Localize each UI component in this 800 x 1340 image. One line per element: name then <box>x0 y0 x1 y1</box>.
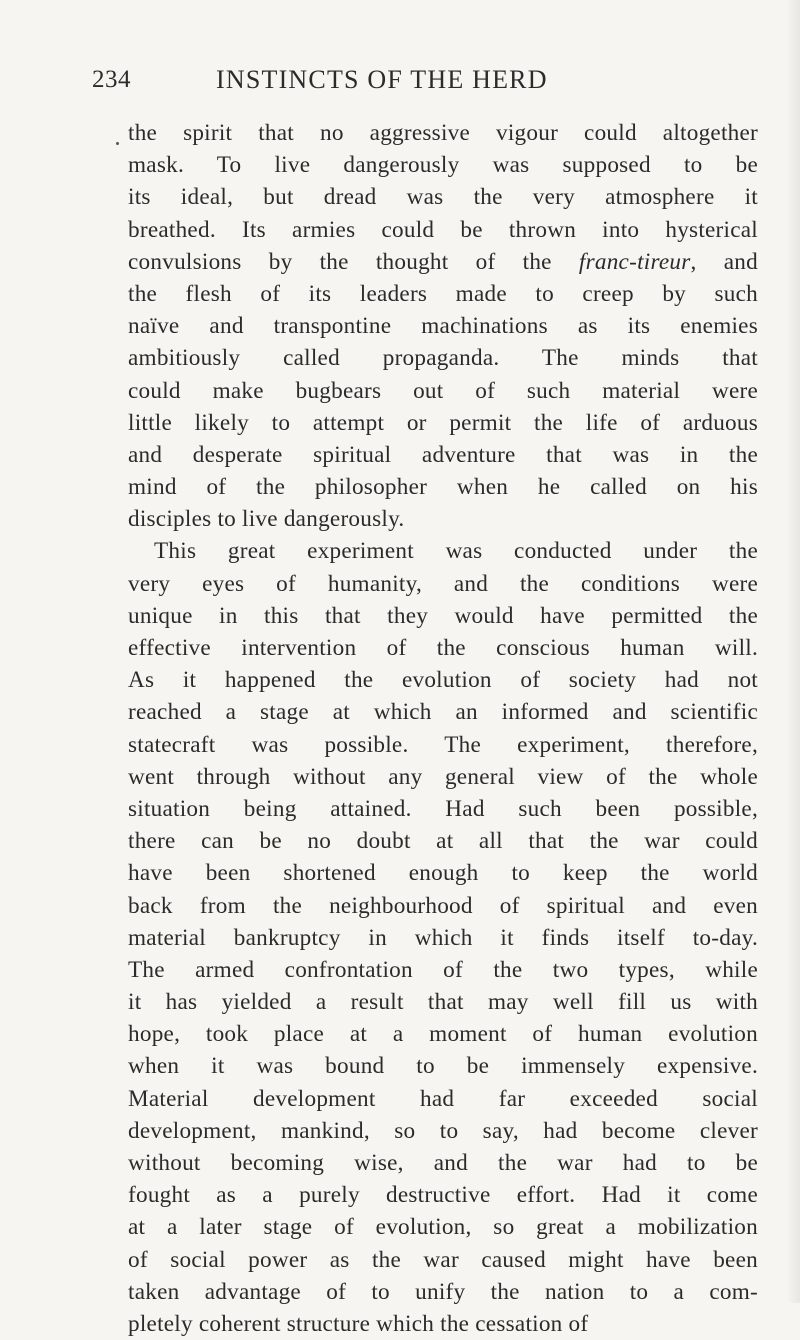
text-line: reached a stage at which an informed and scientific <box>128 699 758 726</box>
text-line: back from the neighbourhood of spiritual and even <box>128 892 758 919</box>
text-line: little likely to attempt or permit the life of arduous <box>128 409 758 436</box>
text-line: without becoming wise, and the war had to be <box>128 1150 758 1176</box>
text-line: unique in this that they would have permitted the <box>128 602 758 629</box>
text-line: fought as a purely destructive effort. Had it come <box>128 1182 758 1209</box>
text-line: at a later stage of evolution, so great a mobilization <box>128 1214 758 1241</box>
text-line: of social power as the war caused might have been <box>128 1246 758 1273</box>
text-line: breathed. Its armies could be thrown into hysterical <box>128 216 758 243</box>
text-line: situation being attained. Had such been possible, <box>128 795 758 822</box>
text-line: pletely coherent structure which the cessation of <box>128 1310 589 1337</box>
text-line: Material development had far exceeded social <box>128 1085 758 1112</box>
text-line: when it was bound to be immensely expensive. <box>128 1053 758 1080</box>
text-line: went through without any general view of the whole <box>128 763 758 790</box>
text-line: hope, took place at a moment of human evolution <box>128 1021 758 1048</box>
text-line: The armed confrontation of the two types, while <box>128 956 758 983</box>
text-line: effective intervention of the conscious human will. <box>128 635 758 661</box>
text-line: disciples to live dangerously. <box>128 506 405 533</box>
text-line: mask. To live dangerously was supposed to be <box>128 152 758 179</box>
body-text <box>128 117 758 1340</box>
text-line: mind of the philosopher when he called on his <box>128 474 758 501</box>
italic-term: franc-tireur <box>578 248 691 275</box>
text-line: the spirit that no aggressive vigour could altogether <box>128 120 758 146</box>
text-line: there can be no doubt at all that the war could <box>128 828 758 855</box>
text-line: development, mankind, so to say, had become clever <box>128 1117 758 1144</box>
margin-mark <box>116 142 119 145</box>
text-line: very eyes of humanity, and the conditions were <box>128 570 758 597</box>
text-line: the flesh of its leaders made to creep by such <box>128 280 758 307</box>
page-header <box>92 62 742 98</box>
text-line: taken advantage of to unify the nation to a com- <box>128 1278 758 1305</box>
text-line: and desperate spiritual adventure that was in the <box>128 441 758 468</box>
page-number: 234 <box>92 66 131 93</box>
text-line: As it happened the evolution of society had not <box>128 667 758 694</box>
text-line: could make bugbears out of such material were <box>128 377 758 404</box>
text-line: naïve and transpontine machinations as its enemies <box>128 313 758 340</box>
text-line: it has yielded a result that may well fill us with <box>128 989 758 1016</box>
page-edge-shadow <box>786 0 800 1303</box>
text-line: its ideal, but dread was the very atmosphere it <box>128 184 758 211</box>
running-head: INSTINCTS OF THE HERD <box>216 65 548 94</box>
text-line: statecraft was possible. The experiment, therefore, <box>128 731 758 758</box>
text-line: This great experiment was conducted under the <box>154 538 758 565</box>
text-line: convulsions by the thought of the franc-tireur, and <box>128 248 758 275</box>
text-line: have been shortened enough to keep the world <box>128 860 758 887</box>
text-line: ambitiously called propaganda. The minds that <box>128 345 758 372</box>
text-line: material bankruptcy in which it finds itself to-day. <box>128 924 758 951</box>
